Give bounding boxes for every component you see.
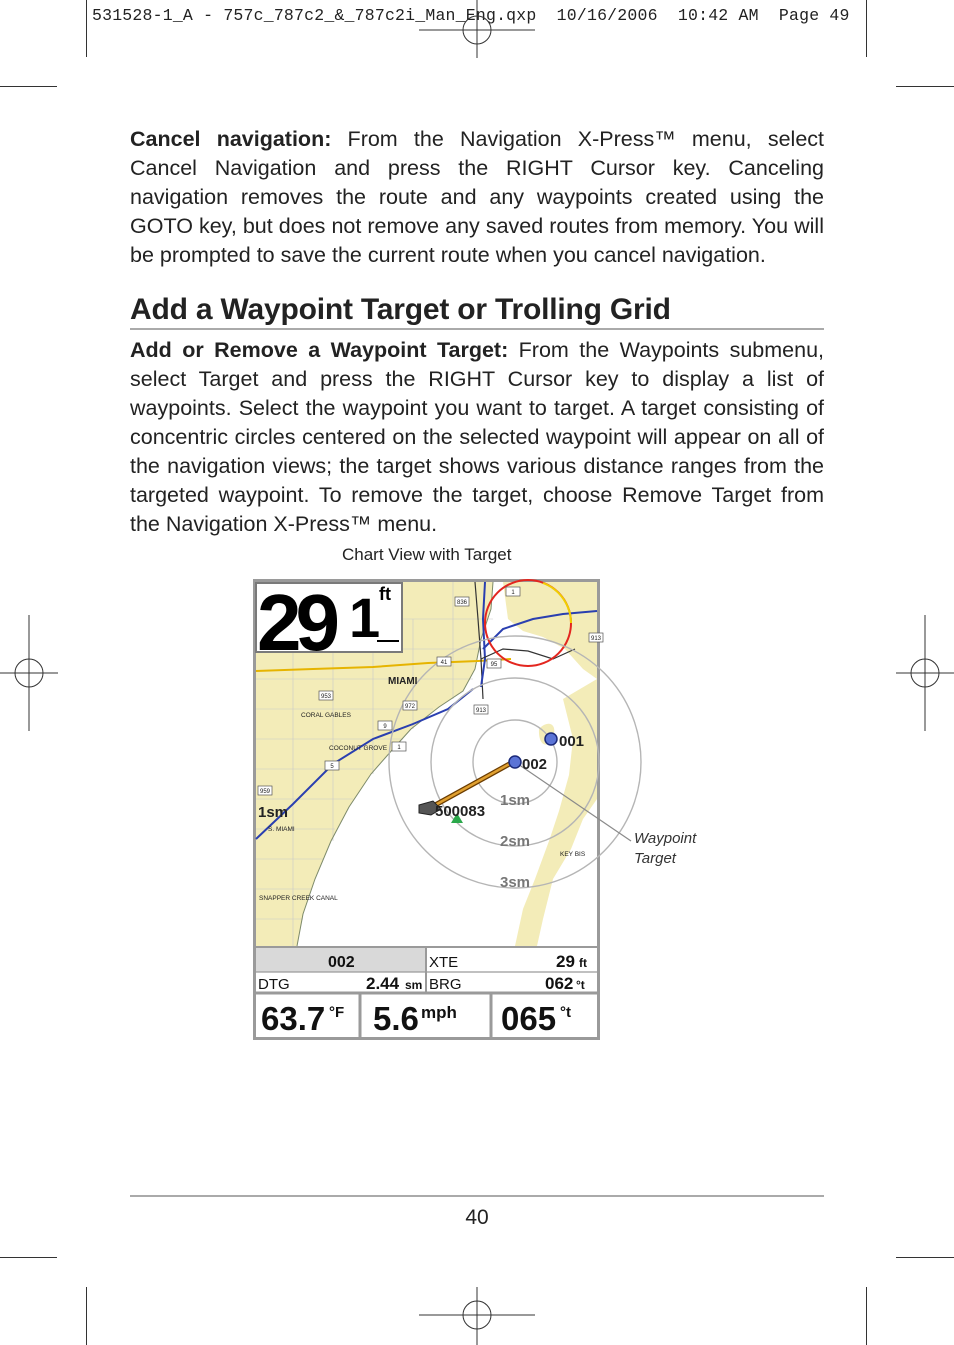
- road-marker-label: 1: [511, 590, 515, 596]
- xte-value: 29: [556, 952, 575, 971]
- ring-label-3: 3sm: [500, 874, 531, 891]
- map-label-s-miami: S. MIAMI: [268, 826, 295, 833]
- brg-label: BRG: [429, 976, 462, 993]
- footer-rule: [130, 1195, 824, 1197]
- speed-unit: mph: [421, 1003, 457, 1022]
- depth-unit: ft: [379, 584, 391, 604]
- road-marker-label: 959: [259, 789, 271, 795]
- crop-mark: [0, 1257, 57, 1258]
- road-marker-label: 1: [397, 745, 401, 751]
- scale-label: 1sm: [258, 804, 289, 821]
- boat-waypoint-label: 500083: [435, 803, 486, 820]
- road-marker-label: 95: [490, 662, 498, 668]
- registration-mark-icon: [0, 615, 60, 731]
- brg-unit: °t: [576, 978, 585, 992]
- print-slug: 531528-1_A - 757c_787c2_&_787c2i_Man_Eng.qxp 10/16/2006 10:42 AM Page 49: [92, 6, 850, 25]
- callout-line-1: Waypoint: [634, 830, 697, 847]
- dtg-label: DTG: [258, 976, 290, 993]
- waypoint-002-label: 002: [522, 756, 548, 773]
- panel-waypoint-name: 002: [328, 954, 355, 971]
- brg-value: 062: [545, 974, 574, 993]
- road-marker-label: 9: [383, 724, 387, 730]
- callout-line-2: Target: [634, 850, 676, 867]
- road-marker-label: 913: [590, 636, 602, 642]
- crop-mark: [86, 1287, 87, 1345]
- section-heading: Add a Waypoint Target or Trolling Grid: [130, 293, 824, 330]
- dtg-value: 2.44: [366, 974, 400, 993]
- registration-mark-icon: [896, 615, 954, 731]
- waypoint-001-label: 001: [559, 733, 585, 750]
- crop-mark: [866, 1287, 867, 1345]
- map-label-coconut-grove: COCONUT GROVE: [329, 745, 388, 752]
- ring-label-1: 1sm: [500, 792, 531, 809]
- depth-value: 29: [257, 578, 334, 667]
- road-marker-label: 953: [320, 694, 332, 700]
- map-label-miami: MIAMI: [388, 676, 418, 687]
- registration-mark-icon: [419, 0, 535, 60]
- map-label-key-biscayne: KEY BIS: [560, 851, 586, 858]
- speed-value: 5.6: [373, 1000, 419, 1037]
- map-label-snapper-creek: SNAPPER CREEK CANAL: [259, 895, 338, 902]
- waypoint-001-icon: [545, 733, 557, 745]
- waypoint-target-paragraph: [130, 336, 824, 539]
- xte-label: XTE: [429, 954, 459, 971]
- road-marker-label: 972: [404, 704, 416, 710]
- depth-decimal: 1: [349, 586, 381, 649]
- chart-view-screen: [253, 579, 600, 1040]
- heading-unit: °t: [560, 1004, 571, 1021]
- cancel-navigation-paragraph: [130, 125, 824, 270]
- heading-value: 065: [501, 1000, 557, 1037]
- road-marker-label: 836: [456, 600, 468, 606]
- road-marker-label: 41: [440, 660, 448, 666]
- registration-mark-icon: [419, 1285, 535, 1345]
- cancel-navigation-term: Cancel navigation:: [130, 127, 332, 151]
- road-marker-label: 913: [475, 708, 487, 714]
- waypoint-target-callout: [634, 829, 696, 869]
- waypoint-002-icon: [509, 756, 521, 768]
- map-label-coral-gables: CORAL GABLES: [301, 712, 351, 719]
- crop-mark: [896, 86, 954, 87]
- temp-unit: °F: [329, 1004, 345, 1021]
- ring-label-2: 2sm: [500, 833, 531, 850]
- crop-mark: [866, 0, 867, 57]
- crop-mark: [0, 86, 57, 87]
- cancel-navigation-body: From the Navigation X-Press™ menu, select Cancel Navigation and press the RIGHT Cursor key. Canceling navigation removes the route and any waypoints created using the GOTO key, but does not remove any saved routes from memory. You will be prompted to save the current route when you cancel navigation.: [130, 127, 825, 267]
- waypoint-target-body: From the Waypoints submenu, select Target and press the RIGHT Cursor key to display a list of waypoints. Select the waypoint you want to target. A target consisting of concentric circles centered on the selected waypoint will appear on all of the navigation views; the target shows various distance ranges from the targeted waypoint. To remove the target, choose Remove Target from the Navigation X-Press™ menu.: [130, 338, 824, 536]
- xte-unit: ft: [579, 956, 587, 970]
- crop-mark: [896, 1257, 954, 1258]
- crop-mark: [86, 0, 87, 57]
- temp-value: 63.7: [261, 1000, 326, 1037]
- dtg-unit: sm: [405, 978, 423, 992]
- waypoint-target-term: Add or Remove a Waypoint Target:: [130, 338, 509, 362]
- figure-caption: Chart View with Target: [342, 545, 512, 564]
- road-marker-label: 5: [330, 764, 334, 770]
- page-number: 40: [465, 1206, 489, 1229]
